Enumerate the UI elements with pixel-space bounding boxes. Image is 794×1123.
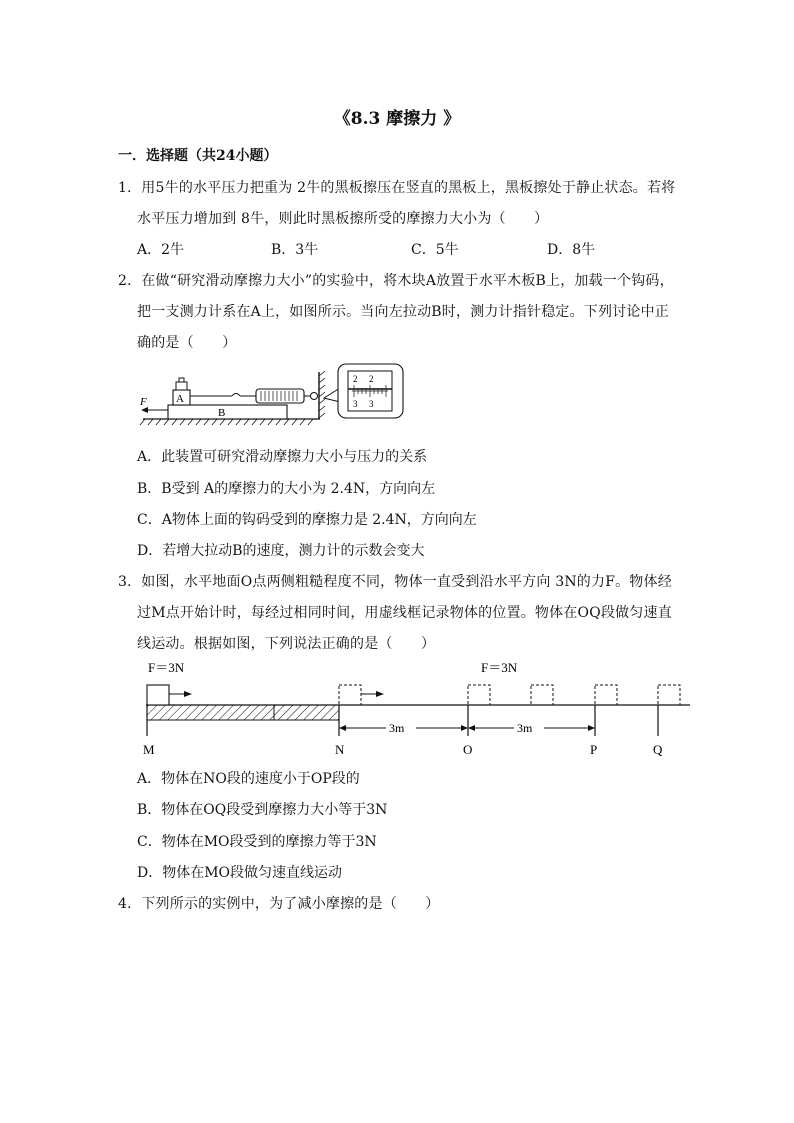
q2-option-d: D．若增大拉动B的速度，测力计的示数会变大 [137,543,425,559]
rough-surface [147,705,339,720]
q2-line-1: 2．在做“研究滑动摩擦力大小”的实验中，将木块A放置于水平木板B上，加载一个钩码， [118,273,674,289]
dashed-block-2 [531,685,553,705]
dashed-block-4 [658,685,680,705]
dashed-block-1 [468,685,490,705]
q4-line-1: 4．下列所示的实例中，为了减小摩擦的是（ ） [118,896,440,912]
dist-label-no: 3m [389,721,405,735]
hook-weight [176,382,187,390]
point-p: P [590,742,598,757]
q3-option-c: C．物体在MO段受到的摩擦力等于3N [137,834,377,850]
label-a: A [176,393,184,405]
label-b: B [218,407,226,419]
q2-option-a: A．此装置可研究滑动摩擦力大小与压力的关系 [137,449,428,465]
force-label-left: F＝3N [148,660,185,675]
force-label-right: F＝3N [481,660,518,675]
q2-option-b: B．B受到 A的摩擦力的大小为 2.4N，方向向左 [137,481,436,497]
board-b [168,405,287,419]
point-q: Q [653,742,663,757]
q3-option-a: A．物体在NO段的速度小于OP段的 [137,771,360,787]
q3-option-d: D．物体在MO段做匀速直线运动 [137,865,343,881]
q3-option-b: B．物体在OQ段受到摩擦力大小等于3N [137,802,388,818]
dashed-block-3 [595,685,617,705]
q1-option-b: B．3牛 [271,242,319,258]
scale-number-2: 2 [353,374,358,384]
q2-option-c: C．A物体上面的钩码受到的摩擦力是 2.4N，方向向左 [137,512,477,528]
point-m: M [143,742,155,757]
q3-line-2: 过M点开始计时，每经过相同时间，用虚线框记录物体的位置。物体在OQ段做匀速直 [137,605,672,621]
scale-number-2b: 2 [369,374,374,384]
q3-line-1: 3．如图，水平地面O点两侧粗糙程度不同，物体一直受到沿水平方向 3N的力F。物体经 [118,574,672,590]
q2-friction-apparatus-figure [135,358,415,434]
q1-line-1: 1．用5牛的水平压力把重为 2牛的黑板擦压在竖直的黑板上，黑板擦处于静止状态。若将 [118,180,676,196]
q3-line-3: 线运动。根据如图，下列说法正确的是（ ） [137,636,436,652]
q1-line-2: 水平压力增加到 8牛，则此时黑板擦所受的摩擦力大小为（ ） [137,211,549,227]
scale-number-3: 3 [353,399,358,409]
section-heading: 一．选择题（共24小题） [118,148,278,164]
q2-line-2: 把一支测力计系在A上，如图所示。当向左拉动B时，测力计指针稳定。下列讨论中正 [137,304,669,320]
q1-option-c: C．5牛 [411,242,459,258]
point-n: N [335,742,345,757]
q3-motion-figure [138,656,694,762]
q1-option-a: A．2牛 [137,242,185,258]
point-o: O [463,742,473,757]
block-at-m [147,685,169,705]
ground-hatch [140,419,313,425]
scale-number-3b: 3 [369,399,374,409]
q2-line-3: 确的是（ ） [137,335,237,351]
page-title: 《8.3 摩擦力 》 [333,109,461,129]
dist-label-op: 3m [517,721,533,735]
label-f: F [140,396,147,408]
dashed-block-n [339,685,361,705]
q1-option-d: D．8牛 [547,242,596,258]
